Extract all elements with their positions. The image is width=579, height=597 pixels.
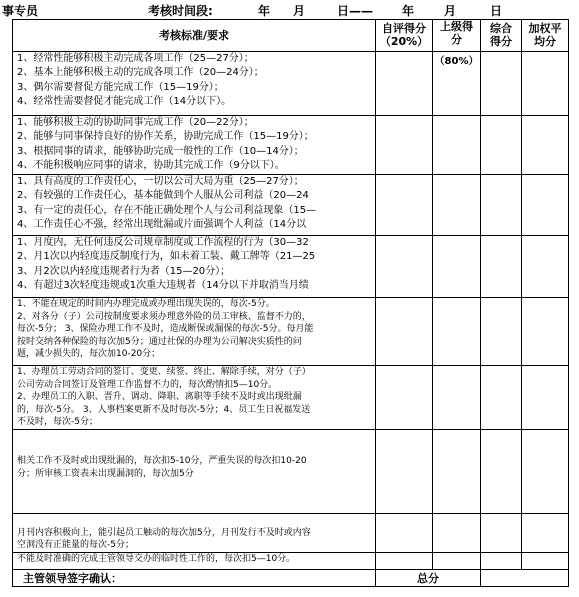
self-score-cell[interactable] [376, 175, 433, 236]
criteria-cell [13, 52, 376, 116]
criteria-line: 空洞没有正能量的每次-5分； [17, 540, 134, 551]
self-score-cell[interactable] [376, 514, 433, 553]
criteria-line: 1、办理员工劳动合同的签订、变更、续签、终止、解除手续，对分（子） [17, 367, 311, 377]
superior-score-column-header: 上级得 分 [433, 20, 481, 52]
weighted-average-cell[interactable] [522, 552, 569, 569]
criteria-line: 1、经常性能够积极主动完成各项工作（25—27分）； [17, 53, 254, 64]
criteria-line: 的，每次-5分。 3、人事档案更新不及时每次-5分；4、员工生日祝福发送 [17, 404, 311, 415]
criteria-cell [13, 552, 376, 569]
criteria-line: 4、工作责任心不强，经常出现纰漏或片面强调个人利益（14分以 [17, 218, 307, 230]
criteria-line: 1、具有高度的工作责任心，一切以公司大局为重（25—27分）； [17, 176, 304, 187]
combined-score-column-header: 综合 得分 [481, 20, 522, 52]
combined-score-cell[interactable] [481, 366, 522, 430]
supervisor-signature-cell[interactable] [13, 569, 376, 586]
criteria-line: 按时交纳各种保险的每次加5分；通过社保的办理为公司解决实质性的问 [17, 336, 302, 347]
criteria-section-row [13, 116, 569, 175]
criteria-line: 2、能够与同事保持良好的协作关系，协助完成工作（15—19分）； [17, 131, 314, 143]
weighted-average-cell[interactable] [522, 514, 569, 553]
superior-score-cell[interactable] [433, 236, 481, 298]
criteria-section-row [13, 514, 569, 553]
criteria-section-row [13, 298, 569, 366]
criteria-line: 1、能够积极主动的协助同事完成工作（20—22分）； [17, 117, 254, 128]
evaluation-table [12, 19, 569, 587]
criteria-cell [13, 236, 376, 298]
criteria-line: 3、根据同事的请求，能够协助完成一般性的工作（10—14分）； [17, 145, 304, 157]
weighted-average-column-header: 加权平 均分 [522, 20, 569, 52]
criteria-line: 2、有较强的工作责任心，基本能做到个人服从公司利益（20—24 [17, 190, 309, 202]
start-year-label: 年 [258, 4, 271, 18]
superior-score-cell[interactable] [433, 430, 481, 514]
criteria-line: 4、不能积极响应同事的请求，协助其完成工作（9分以下）。 [17, 159, 285, 171]
criteria-cell [13, 430, 376, 514]
criteria-line [17, 430, 375, 443]
start-month-label: 月 [293, 4, 306, 18]
criteria-line [17, 443, 375, 456]
criteria-section-row [13, 175, 569, 236]
criteria-line: 3、偶尔需要督促方能完成工作（15—19分）； [17, 81, 224, 93]
superior-score-cell[interactable] [433, 514, 481, 553]
criteria-section-row [13, 52, 569, 116]
self-score-cell[interactable] [376, 430, 433, 514]
superior-score-cell[interactable] [433, 116, 481, 175]
column-header-row [13, 20, 569, 52]
criteria-line: 每次-5分； 3、保险办理工作不及时，造成断保或漏保的每次-5分。每月能 [17, 324, 314, 335]
superior-score-cell[interactable] [433, 366, 481, 430]
criteria-section-row [13, 236, 569, 298]
criteria-section-row [13, 552, 569, 569]
total-score-label: 总分 [376, 569, 481, 586]
self-score-cell[interactable] [376, 116, 433, 175]
self-score-cell[interactable] [376, 52, 433, 116]
superior-score-cell[interactable] [433, 552, 481, 569]
combined-score-cell[interactable] [481, 116, 522, 175]
criteria-line: 2、基本上能够积极主动的完成各项工作（20—24分）； [17, 67, 264, 79]
criteria-line: 不及时，每次-5分； [17, 417, 98, 428]
criteria-line: 4、经常性需要督促才能完成工作（14分以下）。 [17, 95, 232, 107]
self-score-cell[interactable] [376, 236, 433, 298]
supervisor-signature-label: 主管领导签字确认： [23, 571, 122, 585]
weighted-average-cell[interactable] [522, 52, 569, 116]
criteria-line: 公司劳动合同签订及管理工作监督不力的，每次酌情扣5—10分。 [17, 379, 278, 390]
end-year-label: 年 [402, 4, 415, 18]
weighted-average-cell[interactable] [522, 298, 569, 366]
criteria-column-header: 考核标准/要求 [13, 20, 376, 52]
criteria-line: 2、对各分（子）公司按制度要求须办理意外险的员工审核、监督不力的， [17, 311, 311, 322]
combined-score-cell[interactable] [481, 236, 522, 298]
criteria-line: 1、月度内，无任何违反公司规章制度或工作流程的行为（30—32 [17, 237, 309, 248]
end-day-label: 日 [490, 4, 503, 18]
combined-score-cell[interactable] [481, 175, 522, 236]
criteria-cell [13, 116, 376, 175]
period-label: 考核时间段: [148, 4, 213, 18]
criteria-line: 相关工作不及时或出现纰漏的，每次扣5-10分，严重失误的每次扣10-20 [17, 456, 307, 467]
criteria-line: 题，减少损失的，每次加10-20分； [17, 349, 161, 360]
self-score-cell[interactable] [376, 552, 433, 569]
criteria-line: 1、不能在规定的时间内办理完成或办理出现失误的，每次-5分。 [17, 299, 275, 309]
criteria-line [17, 514, 375, 527]
criteria-cell [13, 366, 376, 430]
self-score-cell[interactable] [376, 298, 433, 366]
page-header [0, 0, 579, 20]
weighted-average-cell[interactable] [522, 366, 569, 430]
weighted-average-cell[interactable] [522, 236, 569, 298]
combined-score-cell[interactable] [481, 514, 522, 553]
criteria-line: 2、办理员工的入职、晋升、调动、降职、离职等手续不及时或出现纰漏 [17, 392, 302, 403]
combined-score-cell[interactable] [481, 52, 522, 116]
criteria-line: 分；所审核工资表未出现漏洞的，每次加5分 [17, 468, 194, 479]
criteria-line: 月刊内容积极向上，能引起员工触动的每次加5分，月刊发行不及时或内容 [17, 527, 311, 538]
criteria-line: 3、有一定的责任心，存在不能正确处理个人与公司利益现象（15— [17, 204, 317, 216]
criteria-line: 4、有超过3次轻度违规或1次重大违规者（14分以下并取消当月绩 [17, 279, 309, 291]
weighted-average-cell[interactable] [522, 175, 569, 236]
total-score-cell[interactable] [481, 569, 569, 586]
self-score-column-header: 自评得分 （20%） [376, 20, 433, 52]
criteria-line: 2、月1次以内轻度违反制度行为，如未着工装、戴工牌等（21—25 [17, 251, 316, 263]
criteria-section-row [13, 366, 569, 430]
combined-score-cell[interactable] [481, 430, 522, 514]
superior-score-cell[interactable] [433, 52, 481, 116]
superior-score-cell[interactable] [433, 298, 481, 366]
start-day-label: 日—— [337, 4, 374, 18]
superior-score-cell[interactable] [433, 175, 481, 236]
weighted-average-cell[interactable] [522, 430, 569, 514]
weighted-average-cell[interactable] [522, 116, 569, 175]
combined-score-cell[interactable] [481, 298, 522, 366]
department-label: 事专员 [2, 4, 39, 18]
end-month-label: 月 [444, 4, 457, 18]
combined-score-cell[interactable] [481, 552, 522, 569]
footer-row [13, 569, 569, 586]
self-score-cell[interactable] [376, 366, 433, 430]
criteria-line: 3、月2次以内轻度违规者行为者（15—20分）； [17, 265, 231, 277]
criteria-cell [13, 514, 376, 553]
criteria-cell [13, 298, 376, 366]
criteria-line: 不能及时准确的完成主管领导交办的临时性工作的，每次扣5—10分。 [17, 553, 296, 564]
superior-weight-label: （80%） [434, 56, 479, 67]
criteria-section-row [13, 430, 569, 514]
criteria-cell [13, 175, 376, 236]
